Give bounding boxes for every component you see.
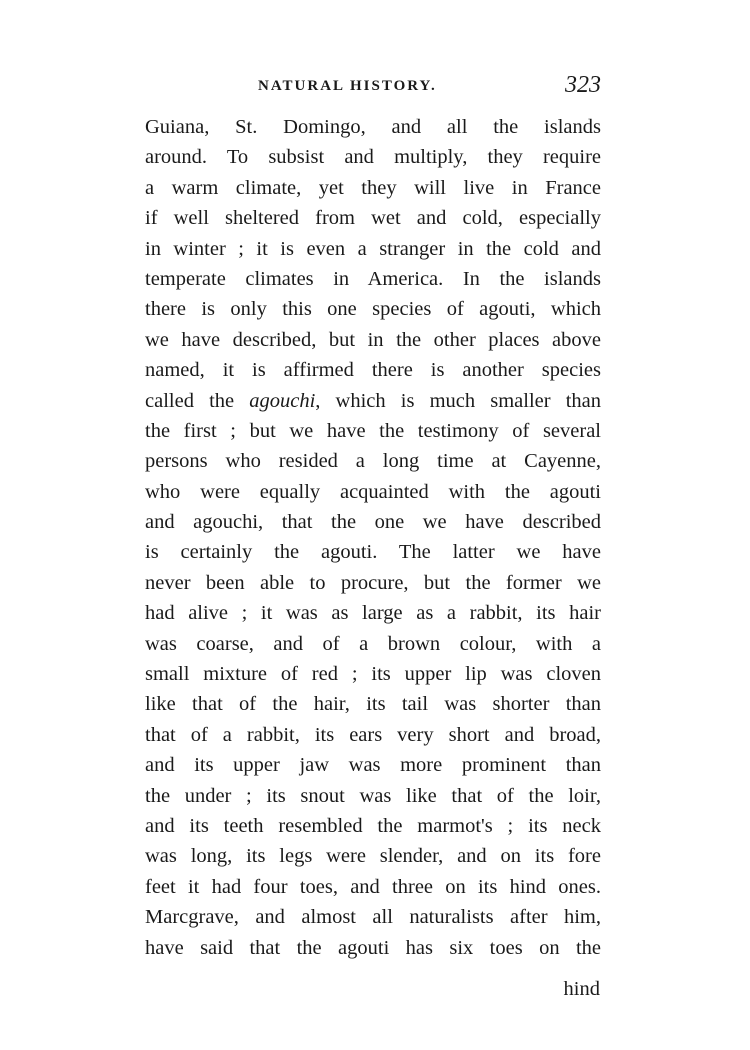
text-segment: around. To subsist and multiply, they require: [145, 146, 601, 169]
text-segment: and its upper jaw was more prominent than: [145, 754, 601, 777]
text-segment: that of a rabbit, its ears very short and broad,: [145, 723, 601, 746]
text-line: [145, 720, 601, 750]
text-line: [145, 325, 601, 355]
text-segment: the first ; but we have the testimony of several: [145, 419, 601, 442]
text-segment: is certainly the agouti. The latter we have: [145, 541, 601, 564]
body-text: [145, 112, 601, 963]
text-segment: was coarse, and of a brown colour, with a: [145, 632, 601, 655]
text-line: [145, 902, 601, 932]
text-line: [145, 173, 601, 203]
text-segment: a warm climate, yet they will live in France: [145, 176, 601, 199]
text-line: [145, 507, 601, 537]
text-line: [145, 234, 601, 264]
text-segment: temperate climates in America. In the islands: [145, 267, 601, 290]
text-line: [145, 416, 601, 446]
text-line: [145, 537, 601, 567]
text-line: [145, 264, 601, 294]
text-segment: named, it is affirmed there is another species: [145, 359, 601, 382]
italic-term: agouchi: [249, 389, 316, 412]
page-number: 323: [565, 72, 601, 98]
text-line: [145, 598, 601, 628]
text-line: [145, 841, 601, 871]
text-line: [145, 294, 601, 324]
text-segment: Marcgrave, and almost all naturalists after him,: [145, 906, 601, 929]
text-segment: like that of the hair, its tail was shorter than: [145, 693, 601, 716]
text-segment: if well sheltered from wet and cold, especially: [145, 207, 601, 230]
text-line: [145, 689, 601, 719]
text-line: [145, 933, 601, 963]
running-title: NATURAL HISTORY.: [258, 78, 437, 94]
text-segment: in winter ; it is even a stranger in the cold and: [145, 237, 601, 260]
text-line: [145, 781, 601, 811]
text-line: [145, 629, 601, 659]
text-line: [145, 142, 601, 172]
text-segment: have said that the agouti has six toes on the: [145, 936, 601, 959]
text-line: [145, 811, 601, 841]
text-segment: and its teeth resembled the marmot's ; its neck: [145, 814, 601, 837]
text-segment: persons who resided a long time at Cayenne,: [145, 450, 601, 473]
text-segment: there is only this one species of agouti, which: [145, 298, 601, 321]
text-line: [145, 477, 601, 507]
text-line: [145, 872, 601, 902]
text-segment: never been able to procure, but the former we: [145, 571, 601, 594]
running-head: [145, 72, 601, 104]
text-line: [145, 355, 601, 385]
text-segment: , which is much smaller than: [315, 389, 602, 412]
text-line: [145, 568, 601, 598]
text-line: [145, 750, 601, 780]
text-segment: was long, its legs were slender, and on its fore: [145, 845, 601, 868]
text-line: [145, 112, 601, 142]
text-segment: we have described, but in the other places above: [145, 328, 601, 351]
text-segment: called the: [145, 389, 250, 412]
text-segment: small mixture of red ; its upper lip was cloven: [145, 663, 601, 686]
catchword: hind: [563, 978, 600, 1000]
text-line: [145, 446, 601, 476]
text-segment: had alive ; it was as large as a rabbit, its hair: [145, 602, 601, 625]
text-segment: Guiana, St. Domingo, and all the islands: [145, 116, 601, 138]
text-line: [145, 386, 601, 416]
text-segment: feet it had four toes, and three on its hind ones.: [145, 875, 601, 898]
text-line: [145, 659, 601, 689]
text-line: [145, 203, 601, 233]
text-segment: the under ; its snout was like that of the loir,: [145, 784, 601, 807]
text-segment: who were equally acquainted with the agouti: [145, 480, 601, 503]
text-segment: and agouchi, that the one we have described: [145, 511, 601, 534]
